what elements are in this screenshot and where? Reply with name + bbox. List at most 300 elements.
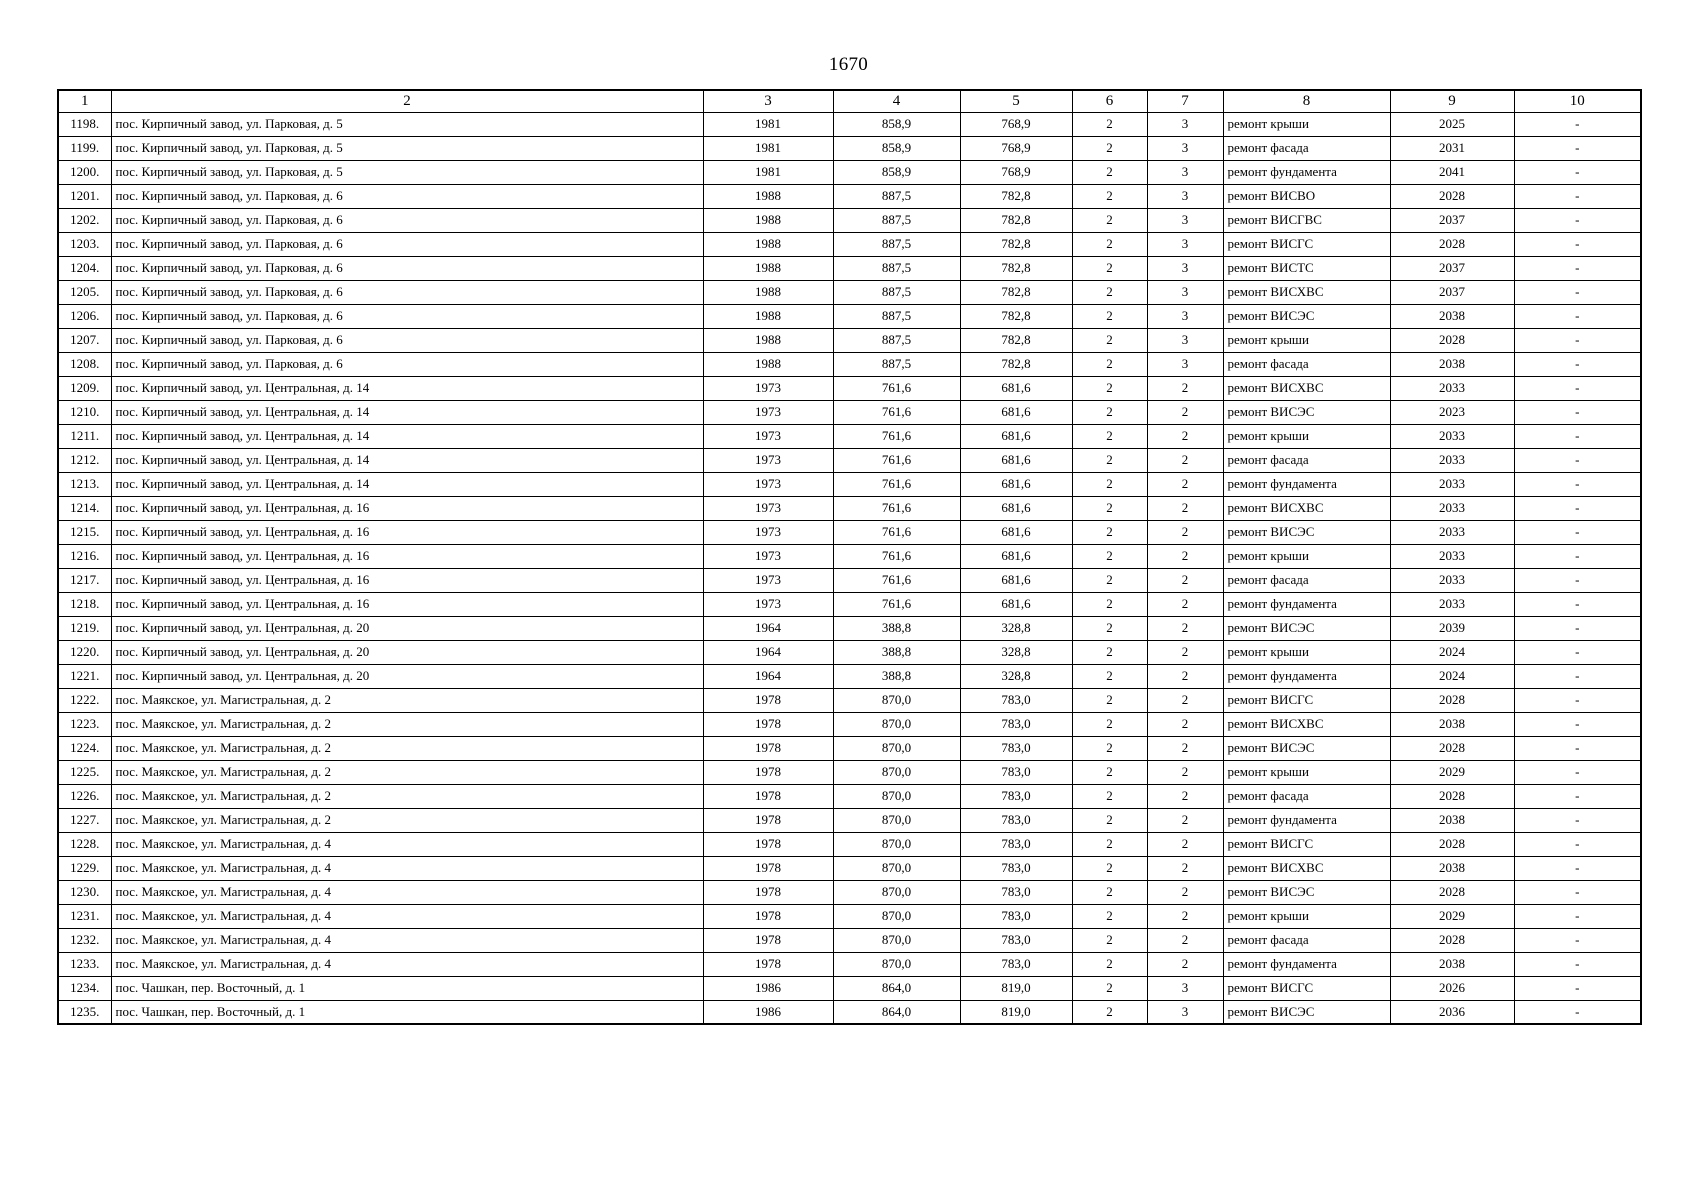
repair-year-cell: 2028 [1390,688,1514,712]
table-row [58,832,1641,856]
note-cell: - [1514,688,1641,712]
table-row [58,592,1641,616]
note-cell: - [1514,280,1641,304]
repair-year-cell: 2026 [1390,976,1514,1000]
address-cell: пос. Кирпичный завод, ул. Парковая, д. 5 [111,112,703,136]
note-cell: - [1514,856,1641,880]
entrances-cell: 2 [1147,664,1223,688]
total-area-cell: 761,6 [833,448,960,472]
floors-cell: 2 [1072,784,1147,808]
living-area-cell: 783,0 [960,688,1072,712]
build-year-cell: 1978 [703,952,833,976]
work-type-cell: ремонт ВИСЭС [1223,880,1390,904]
row-number-cell: 1214. [58,496,111,520]
living-area-cell: 782,8 [960,304,1072,328]
row-number-cell: 1230. [58,880,111,904]
total-area-cell: 761,6 [833,424,960,448]
address-cell: пос. Кирпичный завод, ул. Парковая, д. 5 [111,160,703,184]
repair-year-cell: 2028 [1390,232,1514,256]
address-cell: пос. Маякское, ул. Магистральная, д. 2 [111,808,703,832]
total-area-cell: 870,0 [833,880,960,904]
address-cell: пос. Кирпичный завод, ул. Центральная, д. 20 [111,616,703,640]
build-year-cell: 1973 [703,448,833,472]
address-cell: пос. Кирпичный завод, ул. Парковая, д. 6 [111,328,703,352]
living-area-cell: 783,0 [960,904,1072,928]
table-row [58,952,1641,976]
living-area-cell: 782,8 [960,232,1072,256]
note-cell: - [1514,592,1641,616]
floors-cell: 2 [1072,472,1147,496]
table-row [58,688,1641,712]
entrances-cell: 3 [1147,328,1223,352]
repair-year-cell: 2028 [1390,880,1514,904]
work-type-cell: ремонт фасада [1223,352,1390,376]
entrances-cell: 2 [1147,952,1223,976]
address-cell: пос. Кирпичный завод, ул. Парковая, д. 6 [111,280,703,304]
note-cell: - [1514,160,1641,184]
living-area-cell: 328,8 [960,664,1072,688]
note-cell: - [1514,1000,1641,1024]
entrances-cell: 2 [1147,760,1223,784]
row-number-cell: 1203. [58,232,111,256]
row-number-cell: 1222. [58,688,111,712]
work-type-cell: ремонт крыши [1223,328,1390,352]
work-type-cell: ремонт ВИСЭС [1223,304,1390,328]
address-cell: пос. Кирпичный завод, ул. Центральная, д. 20 [111,664,703,688]
table-row [58,808,1641,832]
build-year-cell: 1988 [703,208,833,232]
total-area-cell: 870,0 [833,688,960,712]
entrances-cell: 2 [1147,736,1223,760]
note-cell: - [1514,832,1641,856]
work-type-cell: ремонт ВИСХВС [1223,496,1390,520]
floors-cell: 2 [1072,496,1147,520]
total-area-cell: 870,0 [833,928,960,952]
living-area-cell: 783,0 [960,880,1072,904]
build-year-cell: 1978 [703,928,833,952]
build-year-cell: 1988 [703,256,833,280]
living-area-cell: 782,8 [960,208,1072,232]
note-cell: - [1514,808,1641,832]
work-type-cell: ремонт фасада [1223,928,1390,952]
total-area-cell: 870,0 [833,904,960,928]
entrances-cell: 3 [1147,112,1223,136]
address-cell: пос. Маякское, ул. Магистральная, д. 4 [111,928,703,952]
build-year-cell: 1973 [703,520,833,544]
note-cell: - [1514,616,1641,640]
floors-cell: 2 [1072,568,1147,592]
repair-year-cell: 2038 [1390,712,1514,736]
table-row [58,712,1641,736]
row-number-cell: 1204. [58,256,111,280]
repair-year-cell: 2036 [1390,1000,1514,1024]
address-cell: пос. Маякское, ул. Магистральная, д. 2 [111,784,703,808]
floors-cell: 2 [1072,424,1147,448]
build-year-cell: 1986 [703,1000,833,1024]
entrances-cell: 2 [1147,544,1223,568]
floors-cell: 2 [1072,808,1147,832]
floors-cell: 2 [1072,352,1147,376]
work-type-cell: ремонт крыши [1223,904,1390,928]
table-row [58,184,1641,208]
living-area-cell: 782,8 [960,352,1072,376]
row-number-cell: 1234. [58,976,111,1000]
repair-year-cell: 2024 [1390,664,1514,688]
note-cell: - [1514,232,1641,256]
build-year-cell: 1981 [703,160,833,184]
note-cell: - [1514,880,1641,904]
build-year-cell: 1978 [703,784,833,808]
column-header-7: 7 [1147,90,1223,112]
table-row [58,568,1641,592]
total-area-cell: 887,5 [833,208,960,232]
work-type-cell: ремонт ВИСЭС [1223,400,1390,424]
note-cell: - [1514,472,1641,496]
entrances-cell: 2 [1147,472,1223,496]
entrances-cell: 2 [1147,712,1223,736]
work-type-cell: ремонт ВИСЭС [1223,520,1390,544]
total-area-cell: 858,9 [833,112,960,136]
total-area-cell: 870,0 [833,856,960,880]
living-area-cell: 783,0 [960,832,1072,856]
table-row [58,904,1641,928]
work-type-cell: ремонт крыши [1223,424,1390,448]
table-row [58,304,1641,328]
build-year-cell: 1988 [703,232,833,256]
living-area-cell: 681,6 [960,568,1072,592]
repair-year-cell: 2033 [1390,568,1514,592]
repair-year-cell: 2028 [1390,328,1514,352]
note-cell: - [1514,544,1641,568]
work-type-cell: ремонт ВИСГВС [1223,208,1390,232]
table-row [58,256,1641,280]
repair-year-cell: 2038 [1390,808,1514,832]
total-area-cell: 887,5 [833,328,960,352]
living-area-cell: 783,0 [960,784,1072,808]
floors-cell: 2 [1072,664,1147,688]
work-type-cell: ремонт ВИСЭС [1223,736,1390,760]
total-area-cell: 887,5 [833,232,960,256]
build-year-cell: 1964 [703,616,833,640]
address-cell: пос. Кирпичный завод, ул. Центральная, д. 16 [111,544,703,568]
build-year-cell: 1978 [703,832,833,856]
repair-year-cell: 2033 [1390,376,1514,400]
work-type-cell: ремонт фундамента [1223,592,1390,616]
note-cell: - [1514,448,1641,472]
work-type-cell: ремонт крыши [1223,760,1390,784]
row-number-cell: 1202. [58,208,111,232]
repair-year-cell: 2038 [1390,952,1514,976]
build-year-cell: 1978 [703,904,833,928]
floors-cell: 2 [1072,208,1147,232]
note-cell: - [1514,712,1641,736]
address-cell: пос. Кирпичный завод, ул. Центральная, д. 14 [111,376,703,400]
floors-cell: 2 [1072,904,1147,928]
work-type-cell: ремонт ВИСХВС [1223,280,1390,304]
table-row [58,640,1641,664]
total-area-cell: 870,0 [833,712,960,736]
total-area-cell: 870,0 [833,760,960,784]
living-area-cell: 782,8 [960,256,1072,280]
repair-year-cell: 2033 [1390,448,1514,472]
living-area-cell: 783,0 [960,760,1072,784]
work-type-cell: ремонт ВИСХВС [1223,712,1390,736]
living-area-cell: 783,0 [960,736,1072,760]
total-area-cell: 870,0 [833,832,960,856]
repair-year-cell: 2029 [1390,904,1514,928]
floors-cell: 2 [1072,736,1147,760]
note-cell: - [1514,424,1641,448]
table-row [58,664,1641,688]
note-cell: - [1514,328,1641,352]
total-area-cell: 870,0 [833,784,960,808]
table-row [58,136,1641,160]
capital-repair-table [57,89,1642,1025]
total-area-cell: 870,0 [833,736,960,760]
column-header-2: 2 [111,90,703,112]
note-cell: - [1514,112,1641,136]
row-number-cell: 1213. [58,472,111,496]
floors-cell: 2 [1072,976,1147,1000]
column-header-3: 3 [703,90,833,112]
repair-year-cell: 2039 [1390,616,1514,640]
work-type-cell: ремонт ВИСГС [1223,832,1390,856]
row-number-cell: 1210. [58,400,111,424]
repair-year-cell: 2038 [1390,352,1514,376]
floors-cell: 2 [1072,184,1147,208]
repair-year-cell: 2033 [1390,592,1514,616]
build-year-cell: 1978 [703,712,833,736]
row-number-cell: 1228. [58,832,111,856]
living-area-cell: 328,8 [960,616,1072,640]
table-row [58,352,1641,376]
entrances-cell: 2 [1147,568,1223,592]
floors-cell: 2 [1072,280,1147,304]
build-year-cell: 1973 [703,472,833,496]
total-area-cell: 887,5 [833,352,960,376]
total-area-cell: 887,5 [833,304,960,328]
note-cell: - [1514,304,1641,328]
address-cell: пос. Маякское, ул. Магистральная, д. 2 [111,760,703,784]
total-area-cell: 761,6 [833,520,960,544]
repair-year-cell: 2028 [1390,184,1514,208]
total-area-cell: 761,6 [833,376,960,400]
build-year-cell: 1973 [703,376,833,400]
work-type-cell: ремонт крыши [1223,640,1390,664]
address-cell: пос. Маякское, ул. Магистральная, д. 2 [111,712,703,736]
living-area-cell: 768,9 [960,160,1072,184]
build-year-cell: 1978 [703,880,833,904]
note-cell: - [1514,520,1641,544]
entrances-cell: 2 [1147,496,1223,520]
address-cell: пос. Кирпичный завод, ул. Парковая, д. 6 [111,208,703,232]
build-year-cell: 1988 [703,328,833,352]
work-type-cell: ремонт фасада [1223,448,1390,472]
row-number-cell: 1226. [58,784,111,808]
table-row [58,520,1641,544]
total-area-cell: 388,8 [833,616,960,640]
note-cell: - [1514,376,1641,400]
entrances-cell: 3 [1147,160,1223,184]
floors-cell: 2 [1072,1000,1147,1024]
row-number-cell: 1209. [58,376,111,400]
living-area-cell: 681,6 [960,496,1072,520]
living-area-cell: 768,9 [960,136,1072,160]
column-header-6: 6 [1072,90,1147,112]
floors-cell: 2 [1072,376,1147,400]
row-number-cell: 1221. [58,664,111,688]
column-header-5: 5 [960,90,1072,112]
entrances-cell: 2 [1147,400,1223,424]
build-year-cell: 1973 [703,424,833,448]
table-row [58,112,1641,136]
entrances-cell: 2 [1147,808,1223,832]
work-type-cell: ремонт ВИСВО [1223,184,1390,208]
work-type-cell: ремонт крыши [1223,112,1390,136]
work-type-cell: ремонт ВИСХВС [1223,856,1390,880]
table-row [58,856,1641,880]
work-type-cell: ремонт ВИСГС [1223,688,1390,712]
living-area-cell: 681,6 [960,448,1072,472]
entrances-cell: 2 [1147,592,1223,616]
entrances-cell: 2 [1147,880,1223,904]
living-area-cell: 681,6 [960,376,1072,400]
build-year-cell: 1978 [703,736,833,760]
living-area-cell: 681,6 [960,400,1072,424]
table-row [58,400,1641,424]
address-cell: пос. Кирпичный завод, ул. Парковая, д. 5 [111,136,703,160]
table-row [58,424,1641,448]
repair-year-cell: 2024 [1390,640,1514,664]
address-cell: пос. Маякское, ул. Магистральная, д. 4 [111,832,703,856]
note-cell: - [1514,664,1641,688]
row-number-cell: 1235. [58,1000,111,1024]
repair-year-cell: 2038 [1390,304,1514,328]
entrances-cell: 2 [1147,928,1223,952]
total-area-cell: 864,0 [833,1000,960,1024]
address-cell: пос. Кирпичный завод, ул. Парковая, д. 6 [111,256,703,280]
floors-cell: 2 [1072,880,1147,904]
living-area-cell: 819,0 [960,976,1072,1000]
table-row [58,328,1641,352]
entrances-cell: 2 [1147,832,1223,856]
note-cell: - [1514,928,1641,952]
row-number-cell: 1206. [58,304,111,328]
floors-cell: 2 [1072,952,1147,976]
note-cell: - [1514,136,1641,160]
repair-year-cell: 2033 [1390,520,1514,544]
table-row [58,1000,1641,1024]
total-area-cell: 761,6 [833,472,960,496]
total-area-cell: 761,6 [833,544,960,568]
repair-year-cell: 2023 [1390,400,1514,424]
work-type-cell: ремонт ВИСТС [1223,256,1390,280]
build-year-cell: 1981 [703,112,833,136]
note-cell: - [1514,208,1641,232]
floors-cell: 2 [1072,400,1147,424]
note-cell: - [1514,736,1641,760]
header-row [58,90,1641,112]
note-cell: - [1514,784,1641,808]
row-number-cell: 1232. [58,928,111,952]
living-area-cell: 681,6 [960,424,1072,448]
floors-cell: 2 [1072,304,1147,328]
entrances-cell: 3 [1147,976,1223,1000]
address-cell: пос. Кирпичный завод, ул. Центральная, д. 14 [111,448,703,472]
address-cell: пос. Кирпичный завод, ул. Центральная, д. 16 [111,520,703,544]
total-area-cell: 887,5 [833,184,960,208]
entrances-cell: 2 [1147,904,1223,928]
row-number-cell: 1205. [58,280,111,304]
address-cell: пос. Маякское, ул. Магистральная, д. 2 [111,688,703,712]
work-type-cell: ремонт ВИСХВС [1223,376,1390,400]
entrances-cell: 2 [1147,640,1223,664]
address-cell: пос. Кирпичный завод, ул. Центральная, д. 20 [111,640,703,664]
work-type-cell: ремонт фасада [1223,784,1390,808]
floors-cell: 2 [1072,856,1147,880]
repair-year-cell: 2028 [1390,832,1514,856]
address-cell: пос. Кирпичный завод, ул. Парковая, д. 6 [111,352,703,376]
living-area-cell: 782,8 [960,328,1072,352]
entrances-cell: 2 [1147,448,1223,472]
floors-cell: 2 [1072,256,1147,280]
entrances-cell: 2 [1147,520,1223,544]
total-area-cell: 388,8 [833,664,960,688]
table-row [58,448,1641,472]
entrances-cell: 2 [1147,784,1223,808]
note-cell: - [1514,184,1641,208]
table-row [58,208,1641,232]
total-area-cell: 858,9 [833,160,960,184]
repair-year-cell: 2033 [1390,424,1514,448]
address-cell: пос. Кирпичный завод, ул. Центральная, д. 16 [111,496,703,520]
build-year-cell: 1981 [703,136,833,160]
entrances-cell: 2 [1147,376,1223,400]
address-cell: пос. Кирпичный завод, ул. Парковая, д. 6 [111,184,703,208]
work-type-cell: ремонт ВИСЭС [1223,616,1390,640]
table-row [58,376,1641,400]
row-number-cell: 1216. [58,544,111,568]
work-type-cell: ремонт фасада [1223,568,1390,592]
repair-year-cell: 2033 [1390,496,1514,520]
build-year-cell: 1973 [703,496,833,520]
floors-cell: 2 [1072,832,1147,856]
build-year-cell: 1973 [703,400,833,424]
work-type-cell: ремонт ВИСЭС [1223,1000,1390,1024]
column-header-1: 1 [58,90,111,112]
note-cell: - [1514,352,1641,376]
table-row [58,880,1641,904]
row-number-cell: 1231. [58,904,111,928]
address-cell: пос. Кирпичный завод, ул. Центральная, д. 14 [111,472,703,496]
total-area-cell: 887,5 [833,280,960,304]
build-year-cell: 1978 [703,808,833,832]
row-number-cell: 1212. [58,448,111,472]
living-area-cell: 782,8 [960,280,1072,304]
repair-year-cell: 2028 [1390,784,1514,808]
work-type-cell: ремонт фундамента [1223,664,1390,688]
row-number-cell: 1217. [58,568,111,592]
entrances-cell: 3 [1147,1000,1223,1024]
build-year-cell: 1988 [703,184,833,208]
total-area-cell: 761,6 [833,496,960,520]
floors-cell: 2 [1072,160,1147,184]
total-area-cell: 870,0 [833,952,960,976]
living-area-cell: 783,0 [960,808,1072,832]
entrances-cell: 3 [1147,256,1223,280]
total-area-cell: 388,8 [833,640,960,664]
living-area-cell: 783,0 [960,952,1072,976]
